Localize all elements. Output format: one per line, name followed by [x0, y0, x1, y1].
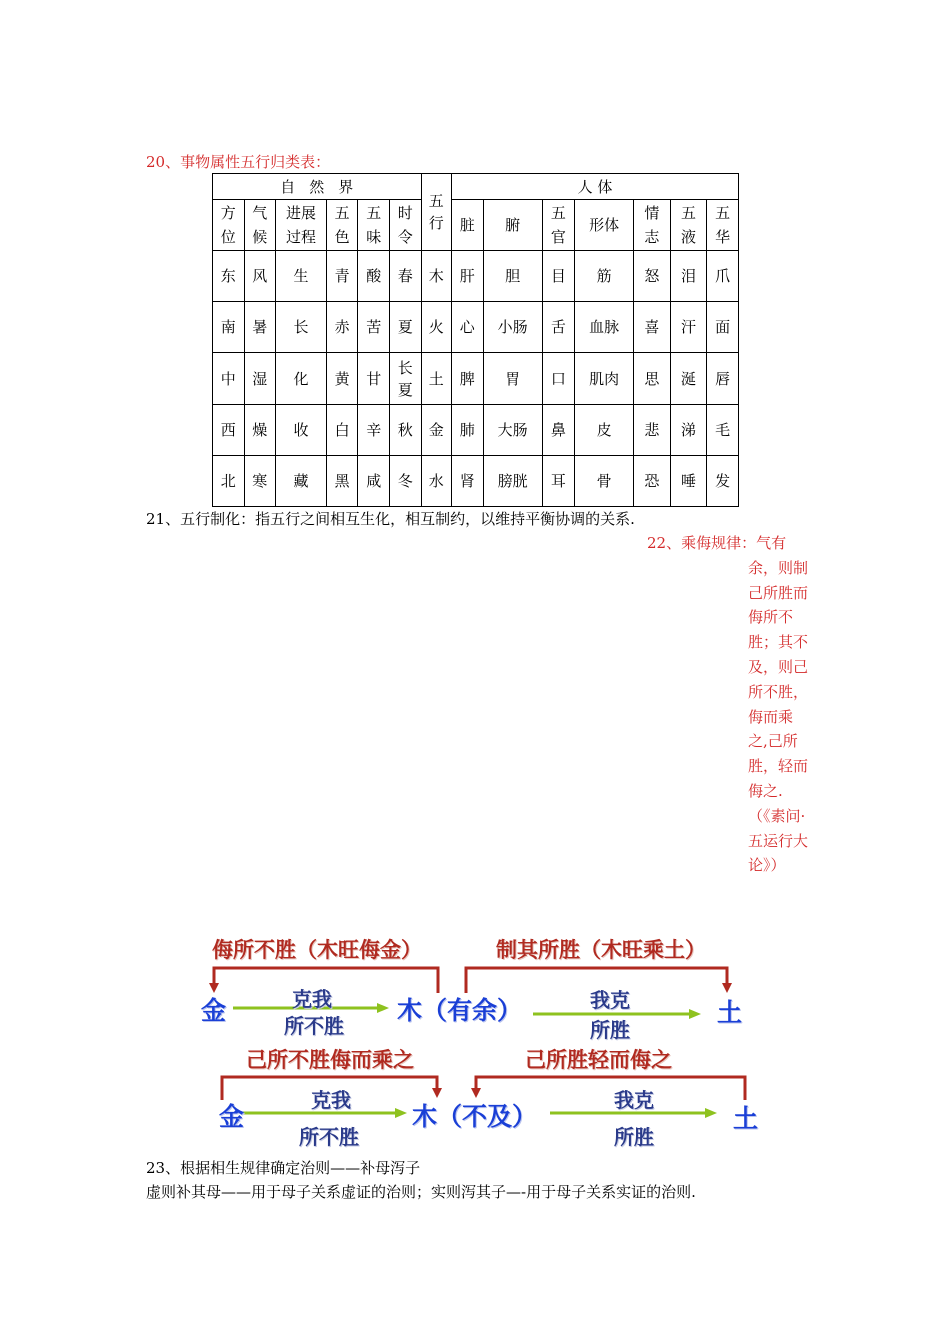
- subheader-body-1: 腑: [483, 200, 542, 251]
- table-cell: 口: [542, 353, 575, 405]
- table-cell: 心: [452, 302, 484, 353]
- node-metal-bottom: 金: [219, 1102, 245, 1131]
- table-cell: 暑: [244, 302, 276, 353]
- table-cell: 收: [276, 405, 327, 456]
- table-cell: 胃: [483, 353, 542, 405]
- subheader-nature-4: 五味: [358, 200, 390, 251]
- table-cell: 目: [542, 251, 575, 302]
- table-cell: 秋: [389, 405, 421, 456]
- table-cell: 肝: [452, 251, 484, 302]
- section-22-body: 余，则制己所胜而侮所不胜；其不及，则己所不胜，侮而乘之,己所胜，轻而侮之.（《素问·五运行大论》）: [748, 558, 809, 875]
- table-cell: 肺: [452, 405, 484, 456]
- label-restrains-me-top: 克我: [292, 987, 332, 1011]
- subheader-nature-5: 时令: [389, 200, 421, 251]
- header-body: 人 体: [452, 174, 739, 200]
- table-cell: 膀胱: [483, 456, 542, 507]
- subheader-body-2: 五官: [542, 200, 575, 251]
- subheader-body-0: 脏: [452, 200, 484, 251]
- table-cell: 皮: [575, 405, 634, 456]
- table-cell: 涕: [670, 405, 707, 456]
- table-cell: 大肠: [483, 405, 542, 456]
- table-cell: 骨: [575, 456, 634, 507]
- table-cell: 唾: [670, 456, 707, 507]
- table-cell: 唇: [707, 353, 739, 405]
- table-cell: 涎: [670, 353, 707, 405]
- label-conquered-top: 所胜: [590, 1018, 630, 1042]
- label-self-unconquered: 己所不胜侮而乘之: [246, 1048, 414, 1072]
- table-cell: 酸: [358, 251, 390, 302]
- header-element: 五行: [421, 174, 452, 251]
- table-cell: 化: [276, 353, 327, 405]
- label-unconquered-bottom: 所不胜: [299, 1125, 359, 1149]
- table-cell: 中: [213, 353, 245, 405]
- table-cell: 苦: [358, 302, 390, 353]
- table-cell: 汗: [670, 302, 707, 353]
- table-cell: 夏: [389, 302, 421, 353]
- table-cell: 辛: [358, 405, 390, 456]
- table-cell: 耳: [542, 456, 575, 507]
- label-unconquered-top: 所不胜: [284, 1014, 344, 1038]
- table-cell: 北: [213, 456, 245, 507]
- table-cell: 咸: [358, 456, 390, 507]
- subheader-nature-2: 进展过程: [276, 200, 327, 251]
- label-insult-unconquered: 侮所不胜（木旺侮金）: [212, 938, 422, 962]
- label-restrains-me-bottom: 克我: [311, 1088, 351, 1112]
- table-cell: 生: [276, 251, 327, 302]
- table-cell: 湿: [244, 353, 276, 405]
- table-cell: 舌: [542, 302, 575, 353]
- node-earth-top: 土: [717, 998, 743, 1027]
- table-cell: 春: [389, 251, 421, 302]
- table-cell: 筋: [575, 251, 634, 302]
- table-cell: 燥: [244, 405, 276, 456]
- table-cell: 木: [421, 251, 452, 302]
- label-self-conquered: 己所胜轻而侮之: [525, 1048, 672, 1072]
- table-cell: 发: [707, 456, 739, 507]
- table-cell: 肾: [452, 456, 484, 507]
- table-cell: 泪: [670, 251, 707, 302]
- table-cell: 赤: [326, 302, 358, 353]
- section-23-text: 虚则补其母——用于母子关系虚证的治则；实则泻其子—-用于母子关系实证的治则.: [146, 1183, 696, 1201]
- table-cell: 思: [634, 353, 671, 405]
- node-wood-excess: 木（有余）: [397, 996, 523, 1025]
- table-cell: 爪: [707, 251, 739, 302]
- label-i-restrain-bottom: 我克: [614, 1088, 654, 1112]
- subheader-body-6: 五华: [707, 200, 739, 251]
- table-cell: 冬: [389, 456, 421, 507]
- section-20-title: 20、事物属性五行归类表：: [146, 153, 331, 171]
- table-cell: 面: [707, 302, 739, 353]
- node-wood-deficient: 木（不及）: [412, 1102, 538, 1131]
- header-nature: 自然界: [213, 174, 422, 200]
- label-i-restrain-top: 我克: [590, 988, 630, 1012]
- table-cell: 胆: [483, 251, 542, 302]
- table-cell: 风: [244, 251, 276, 302]
- table-cell: 小肠: [483, 302, 542, 353]
- table-cell: 长: [276, 302, 327, 353]
- table-cell: 火: [421, 302, 452, 353]
- table-cell: 青: [326, 251, 358, 302]
- table-cell: 寒: [244, 456, 276, 507]
- node-metal-top: 金: [201, 996, 227, 1025]
- subheader-nature-3: 五色: [326, 200, 358, 251]
- table-cell: 甘: [358, 353, 390, 405]
- table-cell: 脾: [452, 353, 484, 405]
- subheader-body-5: 五液: [670, 200, 707, 251]
- subheader-nature-0: 方位: [213, 200, 245, 251]
- table-cell: 白: [326, 405, 358, 456]
- table-cell: 鼻: [542, 405, 575, 456]
- table-cell: 悲: [634, 405, 671, 456]
- section-22-heading: 22、乘侮规律：气有: [647, 534, 787, 552]
- table-cell: 土: [421, 353, 452, 405]
- table-cell: 黄: [326, 353, 358, 405]
- node-earth-bottom: 土: [733, 1104, 759, 1133]
- subheader-body-3: 形体: [575, 200, 634, 251]
- table-cell: 怒: [634, 251, 671, 302]
- table-cell: 长夏: [389, 353, 421, 405]
- label-conquered-bottom: 所胜: [614, 1125, 654, 1149]
- subheader-body-4: 情志: [634, 200, 671, 251]
- table-cell: 肌肉: [575, 353, 634, 405]
- table-cell: 东: [213, 251, 245, 302]
- table-cell: 血脉: [575, 302, 634, 353]
- table-cell: 西: [213, 405, 245, 456]
- table-cell: 水: [421, 456, 452, 507]
- table-cell: 喜: [634, 302, 671, 353]
- section-23-title: 23、根据相生规律确定治则——补母泻子: [146, 1159, 421, 1177]
- table-cell: 南: [213, 302, 245, 353]
- table-cell: 黑: [326, 456, 358, 507]
- label-control-conquered: 制其所胜（木旺乘土）: [496, 938, 706, 962]
- subheader-nature-1: 气候: [244, 200, 276, 251]
- table-cell: 恐: [634, 456, 671, 507]
- table-cell: 毛: [707, 405, 739, 456]
- table-cell: 金: [421, 405, 452, 456]
- table-cell: 藏: [276, 456, 327, 507]
- section-21-text: 21、五行制化：指五行之间相互生化，相互制约，以维持平衡协调的关系.: [146, 510, 635, 528]
